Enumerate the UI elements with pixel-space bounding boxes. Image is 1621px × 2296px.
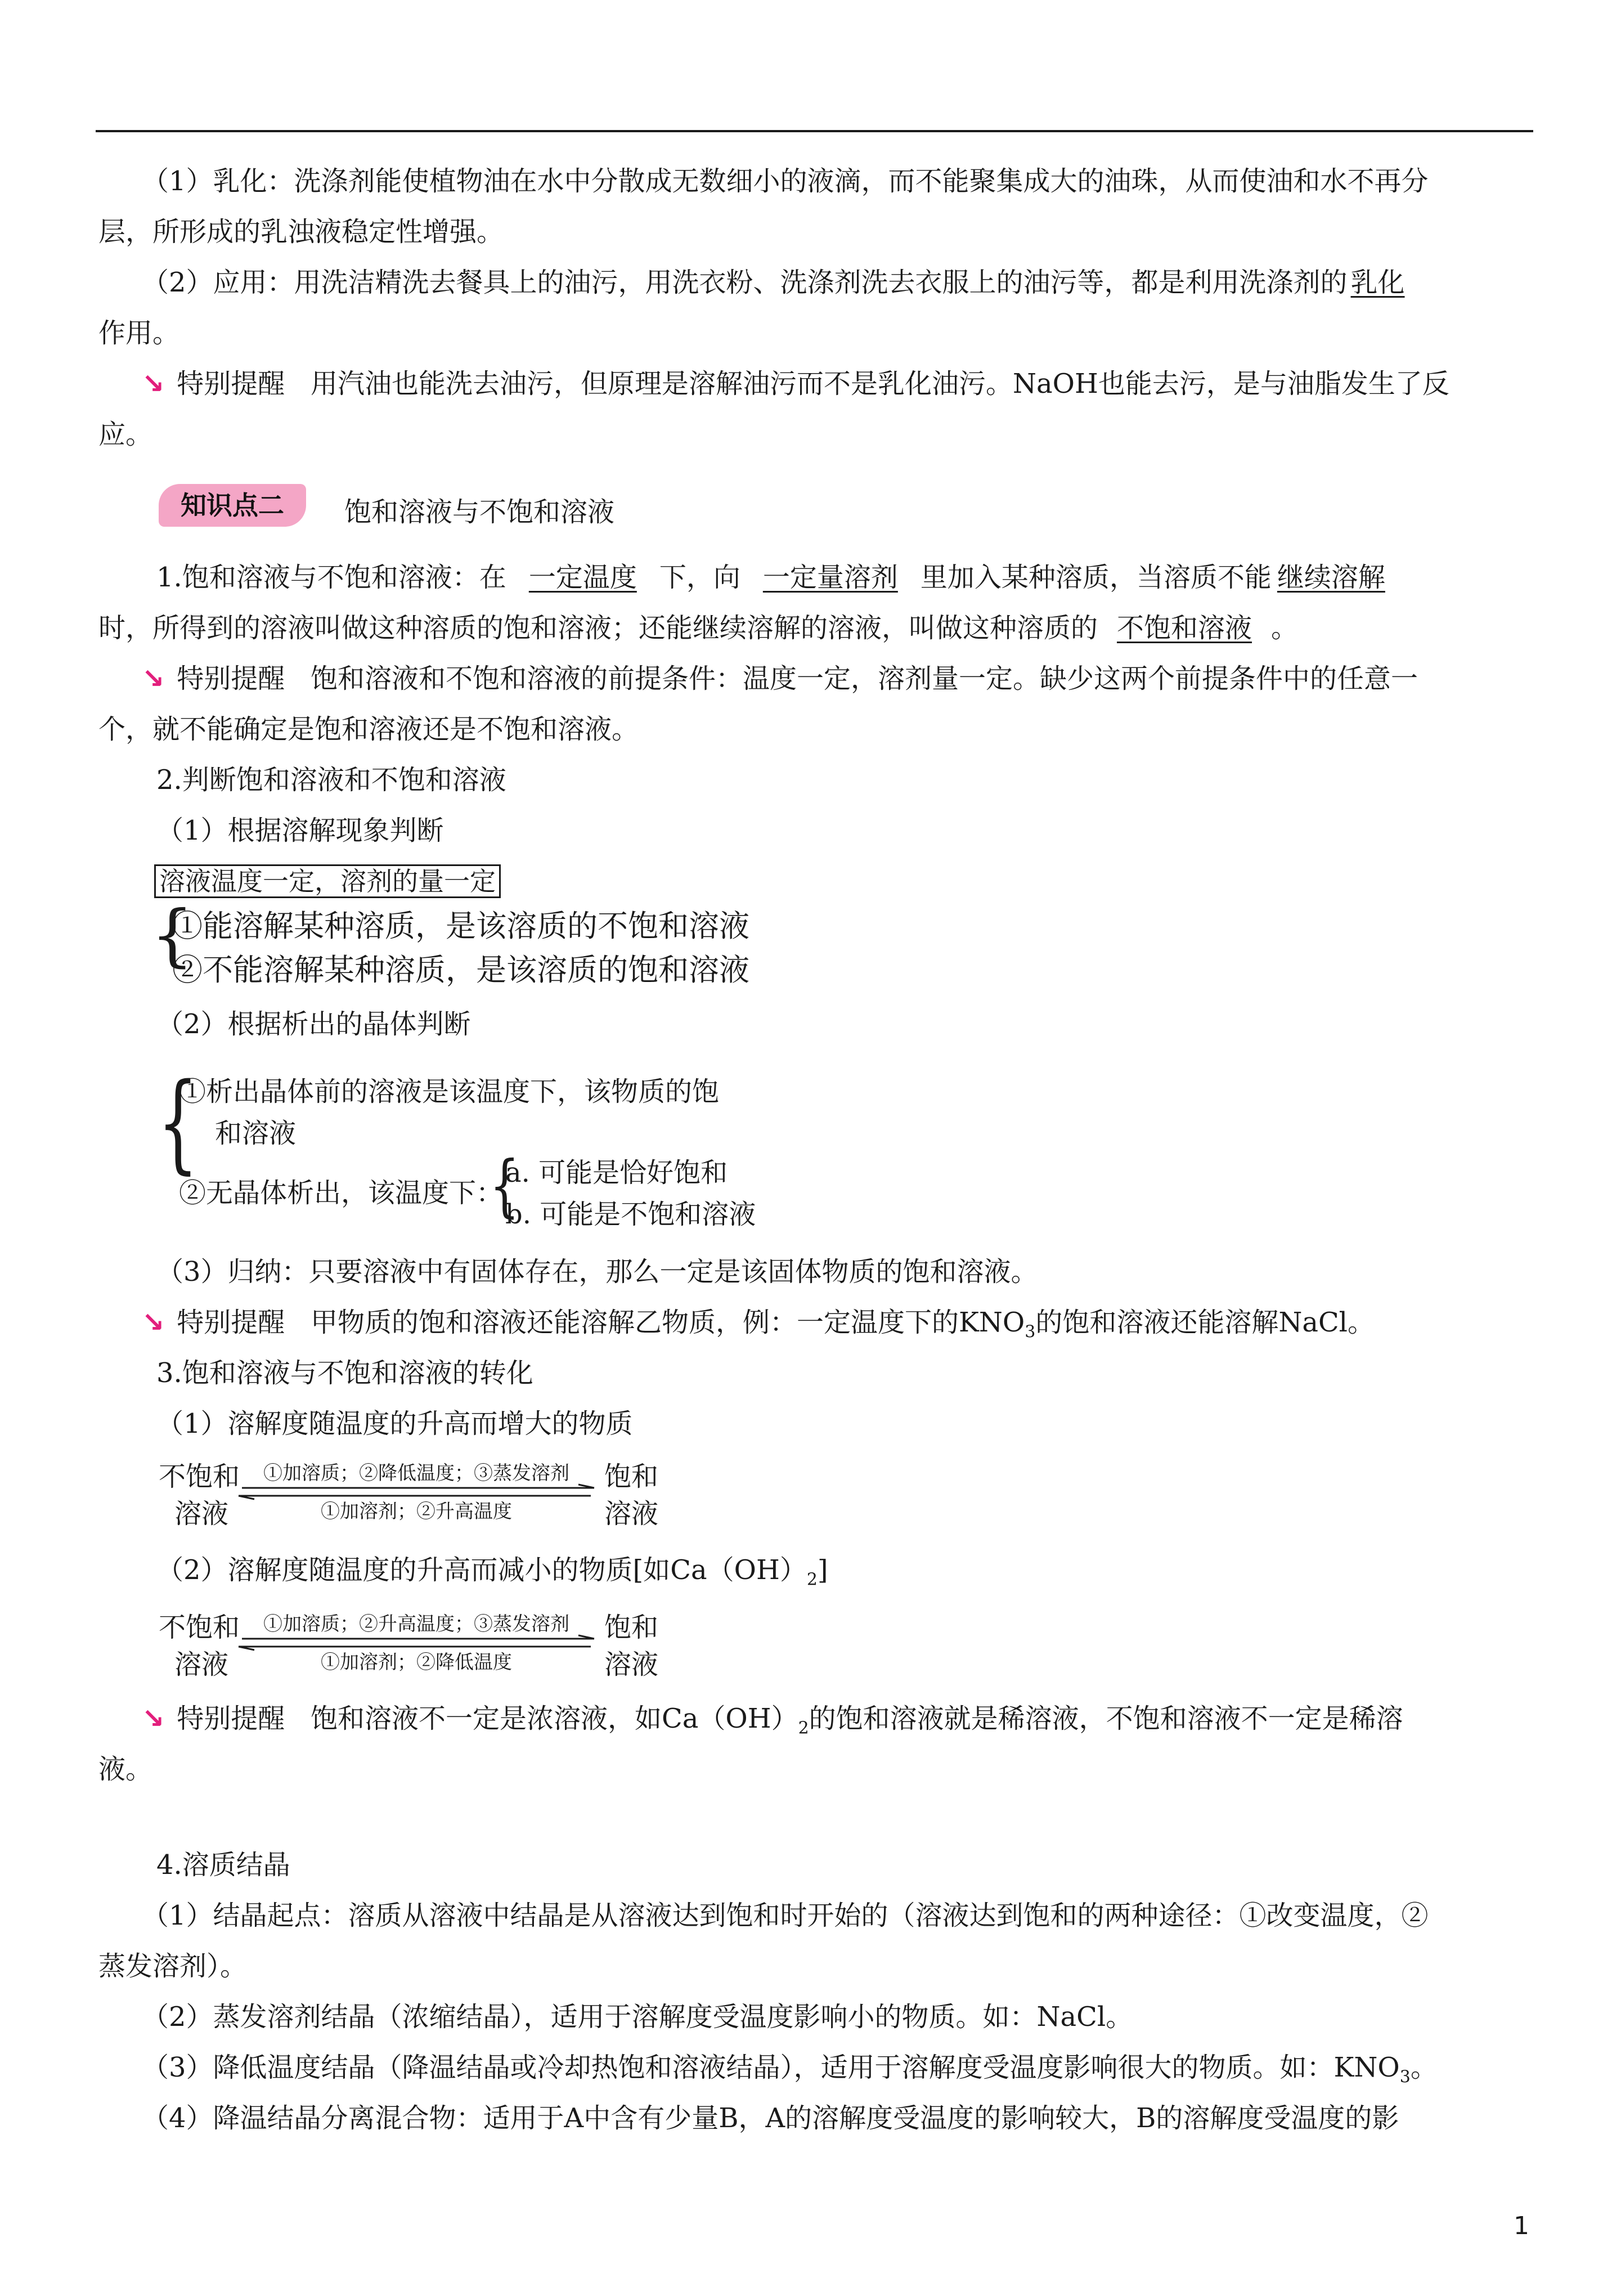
judge-option-2: ②不能溶解某种溶质，是该溶质的饱和溶液 [172, 952, 749, 988]
para-emulsify-1: （1）乳化：洗涤剂能使植物油在水中分散成无数细小的液滴，而不能聚集成大的油珠，从而使油和水不再分 [142, 165, 1429, 197]
diagram1-label-bottom: ①加溶剂；②升高温度 [321, 1500, 512, 1523]
diagram2-left-1: 不饱和 [159, 1612, 240, 1643]
definition-2: 时，所得到的溶液叫做这种溶质的饱和溶液；还能继续溶解的溶液，叫做这种溶质的 不饱和溶液 。 [98, 612, 1299, 644]
judge-sub-3: （3）归纳：只要溶液中有固体存在，那么一定是该固体物质的饱和溶液。 [156, 1256, 1038, 1288]
page-number: 1 [1514, 2212, 1529, 2240]
cryst-1: （1）结晶起点：溶质从溶液中结晶是从溶液达到饱和时开始的（溶液达到饱和的两种途径：①改变温度，② [142, 1900, 1429, 1931]
diagram2-label-top: ①加溶质；②升高温度；③蒸发溶剂 [263, 1613, 569, 1635]
diagram2-left-2: 溶液 [174, 1649, 229, 1680]
cryst-1-cont: 蒸发溶剂）。 [98, 1950, 248, 1982]
diagram2-right-2: 溶液 [604, 1649, 659, 1680]
convert-sub-1: （1）溶解度随温度的升高而增大的物质 [156, 1408, 633, 1440]
tip-1: ↘ 特别提醒 用汽油也能洗去油污，但原理是溶解油污而不是乳化油污。NaOH也能去污，是与油脂发生了反 [142, 368, 1449, 400]
para-apply-2: 作用。 [98, 317, 180, 349]
condition-box: 溶液温度一定，溶剂的量一定 [154, 864, 501, 898]
cryst-3: （3）降低温度结晶（降温结晶或冷却热饱和溶液结晶），适用于溶解度受温度影响很大的物质。如：$KNO_3$。 [142, 2052, 1438, 2087]
blank-temperature: 一定温度 [528, 562, 637, 593]
diagram1-left-1: 不饱和 [159, 1461, 240, 1492]
cryst-title: 4.溶质结晶 [156, 1849, 290, 1881]
diagram2-arrows [236, 1635, 596, 1652]
judge-sub-1: （1）根据溶解现象判断 [156, 815, 444, 846]
crystal-case-2b: b. 可能是不饱和溶液 [505, 1199, 756, 1230]
tip-arrow-icon: ↘ [142, 368, 165, 400]
tip-4-cont: 液。 [98, 1754, 153, 1785]
diagram2-label-bottom: ①加溶剂；②降低温度 [321, 1651, 512, 1674]
para-apply-1: （2）应用：用洗洁精洗去餐具上的油污，用洗衣粉、洗涤剂洗去衣服上的油污等，都是利用洗涤剂的 乳化 [142, 266, 1408, 299]
brace-judge-1: { [151, 896, 194, 975]
convert-sub-2: （2）溶解度随温度的升高而减小的物质[如$Ca(OH)_2$] [156, 1554, 828, 1590]
header-rule [96, 130, 1533, 132]
diagram1-right-2: 溶液 [604, 1498, 659, 1530]
convert-title: 3.饱和溶液与不饱和溶液的转化 [156, 1357, 533, 1389]
judge-sub-2: （2）根据析出的晶体判断 [156, 1008, 471, 1040]
crystal-case-2: ②无晶体析出，该温度下： [179, 1177, 504, 1209]
blank-dissolve: 继续溶解 [1277, 562, 1385, 593]
diagram1-arrows [236, 1485, 596, 1501]
diagram2-right-1: 饱和 [604, 1612, 659, 1643]
tip-arrow-icon: ↘ [142, 663, 165, 694]
crystal-case-1-cont: 和溶液 [215, 1118, 297, 1149]
diagram1-left-2: 溶液 [174, 1498, 229, 1530]
judge-title: 2.判断饱和溶液和不饱和溶液 [156, 764, 506, 796]
crystal-case-2a: a. 可能是恰好饱和 [505, 1157, 728, 1189]
tip-arrow-icon: ↘ [142, 1703, 165, 1734]
tip-arrow-icon: ↘ [142, 1307, 165, 1338]
judge-option-1: ①能溶解某种溶质，是该溶质的不饱和溶液 [172, 908, 749, 944]
crystal-case-1: ①析出晶体前的溶液是该温度下，该物质的饱 [179, 1076, 720, 1107]
tip-2: ↘ 特别提醒 饱和溶液和不饱和溶液的前提条件：温度一定，溶剂量一定。缺少这两个前提条件中的任意一 [142, 663, 1418, 694]
section-badge: 知识点二 [159, 484, 306, 527]
cryst-2: （2）蒸发溶剂结晶（浓缩结晶），适用于溶解度受温度影响小的物质。如：NaCl。 [142, 2001, 1133, 2033]
tip-3: ↘ 特别提醒 甲物质的饱和溶液还能溶解乙物质，例：一定温度下的$KNO_3$的饱和溶液还能溶解NaCl。 [142, 1307, 1375, 1342]
definition-1: 1.饱和溶液与不饱和溶液：在 一定温度 下，向 一定量溶剂 里加入某种溶质，当溶质不能 继续溶解 [156, 560, 1391, 594]
blank-solvent: 一定量溶剂 [762, 562, 898, 593]
blank-unsaturated: 不饱和溶液 [1117, 612, 1252, 644]
tip-2-cont: 个，就不能确定是饱和溶液还是不饱和溶液。 [98, 714, 639, 745]
brace-judge-2: { [158, 1060, 199, 1185]
tip-4: ↘ 特别提醒 饱和溶液不一定是浓溶液，如$Ca(OH)_2$的饱和溶液就是稀溶液，不饱和溶液不一定是稀溶 [142, 1703, 1403, 1738]
diagram1-right-1: 饱和 [604, 1461, 659, 1492]
section-title: 饱和溶液与不饱和溶液 [344, 496, 615, 528]
blank-emulsify: 乳化 [1350, 267, 1405, 298]
diagram1-label-top: ①加溶质；②降低温度；③蒸发溶剂 [263, 1462, 569, 1485]
brace-judge-3: { [490, 1147, 520, 1225]
cryst-4: （4）降温结晶分离混合物：适用于A中含有少量B，A的溶解度受温度的影响较大，B的溶解度受温度的影 [142, 2102, 1399, 2134]
tip-1-cont: 应。 [98, 419, 153, 450]
para-emulsify-2: 层，所形成的乳浊液稳定性增强。 [98, 216, 504, 248]
